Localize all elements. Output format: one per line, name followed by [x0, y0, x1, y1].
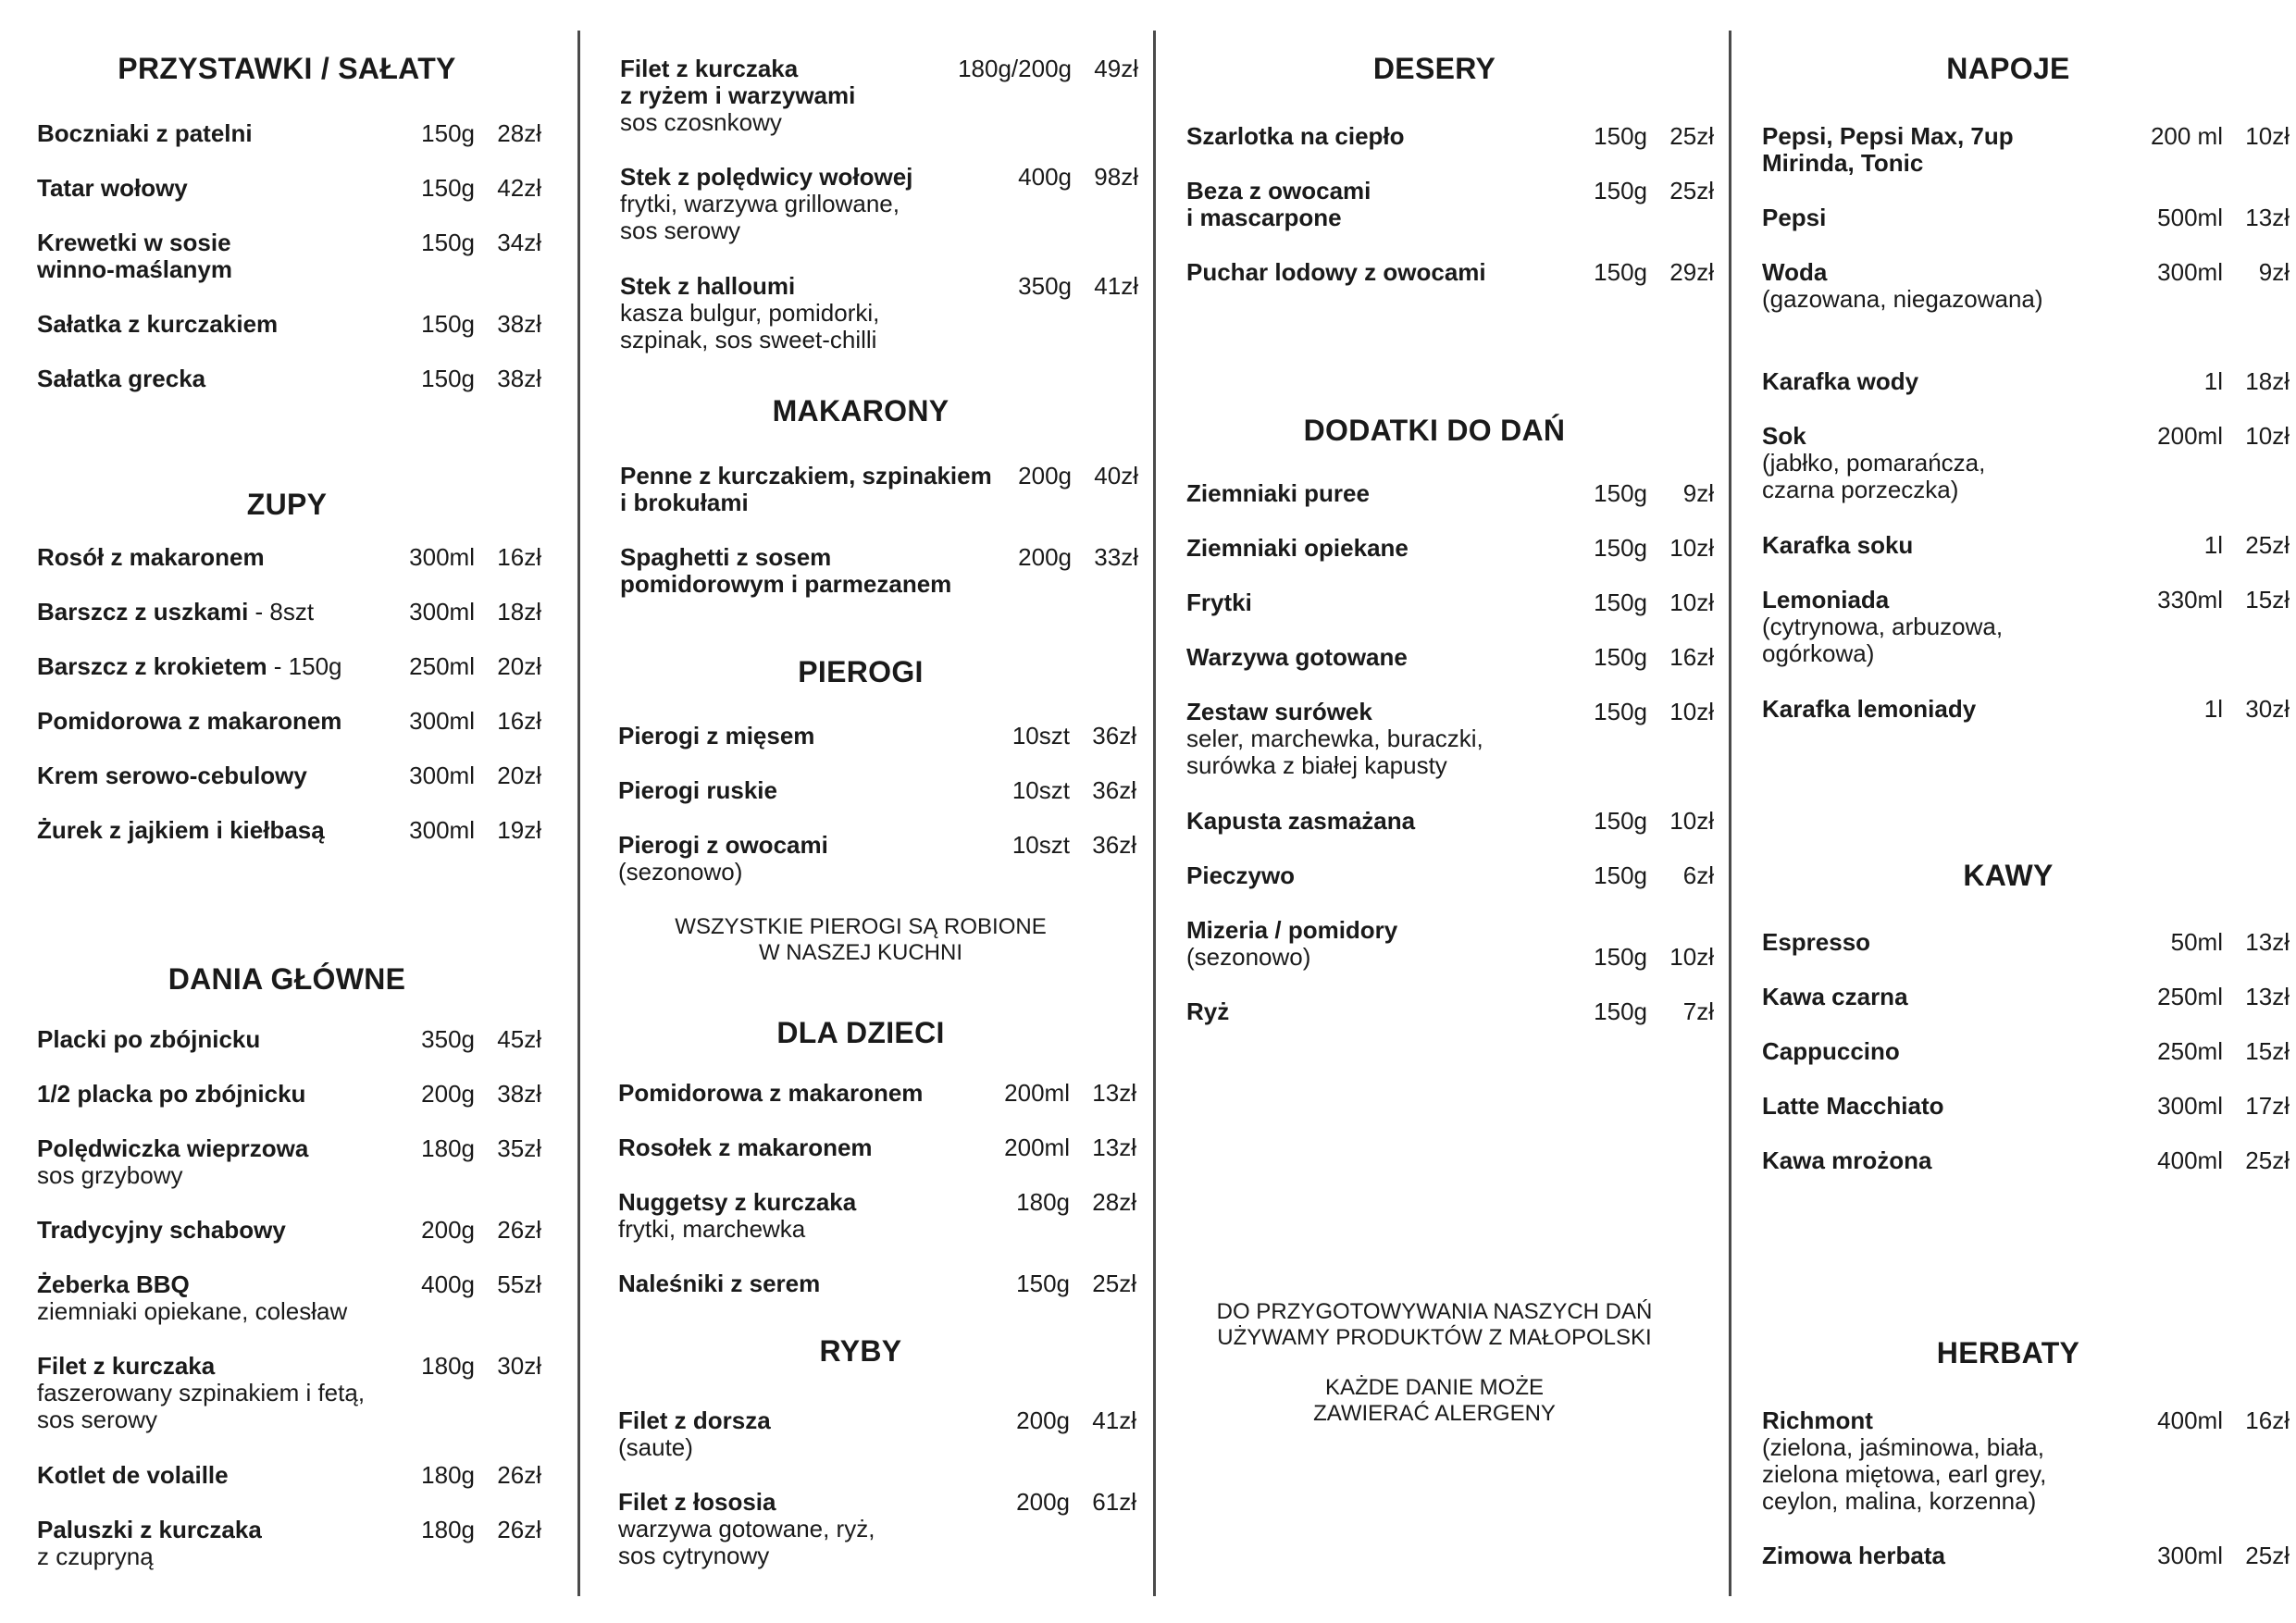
menu-item: Pierogi ruskie 10szt 36zł	[618, 776, 1136, 804]
menu-item: Ziemniaki opiekane 150g 10zł	[1186, 534, 1714, 562]
menu-item: Krem serowo-cebulowy 300ml 20zł	[37, 762, 541, 789]
section-title-desery: DESERY	[1372, 52, 1496, 85]
menu-item: Filet z łososia warzywa gotowane, ryż, sos cytrynowy 200g 61zł	[618, 1488, 1136, 1569]
menu-item: Rosół z makaronem 300ml 16zł	[37, 543, 541, 571]
menu-item: Barszcz z krokietem - 150g 250ml 20zł	[37, 652, 541, 680]
menu-item: Penne z kurczakiem, szpinakiem i brokułami 200g 40zł	[620, 462, 1138, 516]
menu-item: Żeberka BBQ ziemniaki opiekane, colesław 400g 55zł	[37, 1270, 541, 1325]
menu-item: Latte Macchiato 300ml 17zł	[1762, 1092, 2290, 1120]
menu-item: Stek z polędwicy wołowej frytki, warzywa grillowane, sos serowy 400g 98zł	[620, 163, 1138, 244]
menu-column-3	[1148, 0, 1721, 1623]
menu-item: Zimowa herbata 300ml 25zł	[1762, 1542, 2290, 1569]
menu-item: Naleśniki z serem 150g 25zł	[618, 1270, 1136, 1297]
menu-item: Espresso 50ml 13zł	[1762, 928, 2290, 956]
menu-item: Pepsi 500ml 13zł	[1762, 204, 2290, 231]
menu-item: Boczniaki z patelni 150g 28zł	[37, 119, 541, 147]
section-title-makarony: MAKARONY	[772, 394, 949, 427]
menu-column-2	[574, 0, 1148, 1623]
menu-item: Nuggetsy z kurczaka frytki, marchewka 180g 28zł	[618, 1188, 1136, 1243]
menu-item: Karafka lemoniady 1l 30zł	[1762, 695, 2290, 723]
menu-item: Pepsi, Pepsi Max, 7up Mirinda, Tonic 200 ml 10zł	[1762, 122, 2290, 177]
menu-item: Krewetki w sosie winno-maślanym 150g 34zł	[37, 229, 541, 283]
menu-item: Placki po zbójnicku 350g 45zł	[37, 1025, 541, 1053]
menu-item: Ziemniaki puree 150g 9zł	[1186, 479, 1714, 507]
section-title-przystawki: PRZYSTAWKI / SAŁATY	[118, 52, 456, 85]
menu-item: Kawa czarna 250ml 13zł	[1762, 983, 2290, 1010]
section-title-dodatki: DODATKI DO DAŃ	[1303, 414, 1566, 447]
menu-item: Filet z kurczaka z ryżem i warzywami sos czosnkowy 180g/200g 49zł	[620, 55, 1138, 136]
menu-item: Karafka soku 1l 25zł	[1762, 531, 2290, 559]
menu-item: Szarlotka na ciepło 150g 25zł	[1186, 122, 1714, 150]
menu-item: Kotlet de volaille 180g 26zł	[37, 1461, 541, 1489]
section-title-napoje: NAPOJE	[1946, 52, 2070, 85]
menu-item: Pomidorowa z makaronem 200ml 13zł	[618, 1079, 1136, 1107]
menu-item: Filet z kurczaka faszerowany szpinakiem i fetą, sos serowy 180g 30zł	[37, 1352, 541, 1433]
menu-item: Lemoniada (cytrynowa, arbuzowa, ogórkowa) 330ml 15zł	[1762, 586, 2290, 667]
menu-item: 1/2 placka po zbójnicku 200g 38zł	[37, 1080, 541, 1108]
menu-item: Stek z halloumi kasza bulgur, pomidorki, szpinak, sos sweet-chilli 350g 41zł	[620, 272, 1138, 353]
section-title-dzieci: DLA DZIECI	[776, 1016, 945, 1049]
menu-item: Pierogi z owocami (sezonowo) 10szt 36zł	[618, 831, 1136, 886]
menu-item: Paluszki z kurczaka z czupryną 180g 26zł	[37, 1516, 541, 1570]
pierogi-note: WSZYSTKIE PIEROGI SĄ ROBIONE W NASZEJ KUCHNI	[675, 914, 1047, 965]
section-title-herbaty: HERBATY	[1936, 1336, 2080, 1369]
menu-item: Filet z dorsza (saute) 200g 41zł	[618, 1406, 1136, 1461]
section-title-dania: DANIA GŁÓWNE	[168, 962, 406, 996]
menu-item: Mizeria / pomidory (sezonowo) 150g 10zł	[1186, 916, 1714, 971]
menu-item: Sałatka z kurczakiem 150g 38zł	[37, 310, 541, 338]
menu-item: Tatar wołowy 150g 42zł	[37, 174, 541, 202]
menu-item: Tradycyjny schabowy 200g 26zł	[37, 1216, 541, 1244]
menu-item: Warzywa gotowane 150g 16zł	[1186, 643, 1714, 671]
menu-item: Polędwiczka wieprzowa sos grzybowy 180g 35zł	[37, 1134, 541, 1189]
menu-item: Sok (jabłko, pomarańcza, czarna porzeczka) 200ml 10zł	[1762, 422, 2290, 503]
menu-item: Sałatka grecka 150g 38zł	[37, 365, 541, 392]
menu-item: Richmont (zielona, jaśminowa, biała, zielona miętowa, earl grey, ceylon, malina, korzenna) 400ml 16zł	[1762, 1406, 2290, 1515]
menu-item: Karafka wody 1l 18zł	[1762, 367, 2290, 395]
menu-item: Pieczywo 150g 6zł	[1186, 861, 1714, 889]
menu-column-1	[0, 0, 574, 1623]
menu-item: Pierogi z mięsem 10szt 36zł	[618, 722, 1136, 750]
section-title-zupy: ZUPY	[246, 488, 328, 521]
section-title-kawy: KAWY	[1963, 859, 2054, 892]
section-title-ryby: RYBY	[819, 1334, 902, 1368]
menu-item: Cappuccino 250ml 15zł	[1762, 1037, 2290, 1065]
menu-column-4	[1721, 0, 2295, 1623]
menu-item: Zestaw surówek seler, marchewka, buraczki, surówka z białej kapusty 150g 10zł	[1186, 698, 1714, 779]
menu-item: Woda (gazowana, niegazowana) 300ml 9zł	[1762, 258, 2290, 313]
section-title-pierogi: PIEROGI	[798, 655, 924, 688]
menu-item: Kawa mrożona 400ml 25zł	[1762, 1146, 2290, 1174]
menu-item: Spaghetti z sosem pomidorowym i parmezanem 200g 33zł	[620, 543, 1138, 598]
menu-item: Beza z owocami i mascarpone 150g 25zł	[1186, 177, 1714, 231]
menu-item: Żurek z jajkiem i kiełbasą 300ml 19zł	[37, 816, 541, 844]
menu-item: Rosołek z makaronem 200ml 13zł	[618, 1134, 1136, 1161]
menu-item: Frytki 150g 10zł	[1186, 588, 1714, 616]
menu-item: Kapusta zasmażana 150g 10zł	[1186, 807, 1714, 835]
menu-item: Puchar lodowy z owocami 150g 29zł	[1186, 258, 1714, 286]
menu-item: Pomidorowa z makaronem 300ml 16zł	[37, 707, 541, 735]
info-note-allergens: KAŻDE DANIE MOŻE ZAWIERAĆ ALERGENY	[1313, 1375, 1556, 1426]
info-note-local-products: DO PRZYGOTOWYWANIA NASZYCH DAŃ UŻYWAMY PRODUKTÓW Z MAŁOPOLSKI	[1216, 1299, 1653, 1350]
menu-item: Ryż 150g 7zł	[1186, 997, 1714, 1025]
menu-item: Barszcz z uszkami - 8szt 300ml 18zł	[37, 598, 541, 626]
